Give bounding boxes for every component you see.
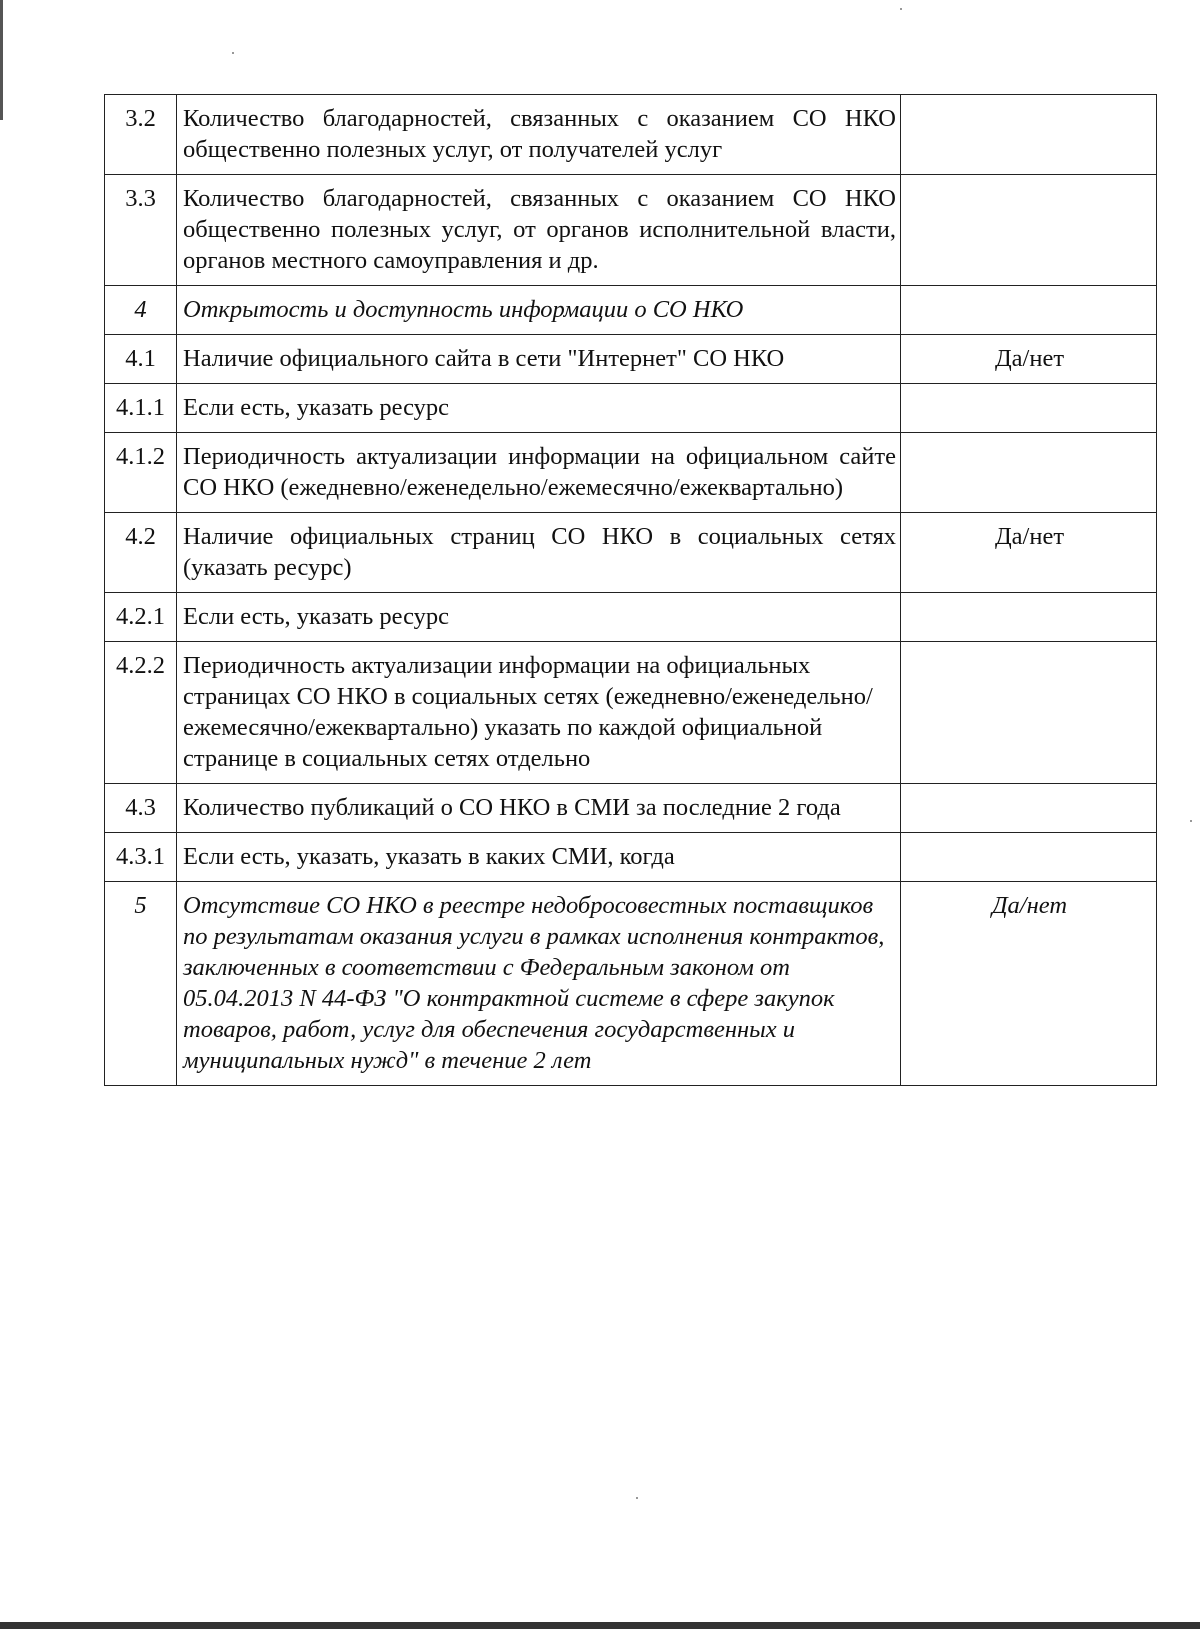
- row-text: Периодичность актуализации информации на официальных страницах СО НКО в социальных сетях (ежедневно/еженедельно/ежемесячно/ежеквартально) указать по каждой официальной странице в социальных сетях отдельно: [177, 642, 901, 784]
- section-row: [105, 286, 1157, 335]
- row-value: [901, 95, 1157, 175]
- row-number: 5: [105, 882, 177, 1086]
- row-text: Периодичность актуализации информации на официальном сайте СО НКО (ежедневно/еженедельно/ежемесячно/ежеквартально): [177, 433, 901, 513]
- row-value: Да/нет: [901, 513, 1157, 593]
- row-value: [901, 833, 1157, 882]
- scan-speck: [1190, 820, 1192, 822]
- row-text: Наличие официального сайта в сети "Интернет" СО НКО: [177, 335, 901, 384]
- row-value: [901, 384, 1157, 433]
- table-row: [105, 833, 1157, 882]
- row-text: Количество публикаций о СО НКО в СМИ за последние 2 года: [177, 784, 901, 833]
- table-row: [105, 433, 1157, 513]
- row-text: Количество благодарностей, связанных с оказанием СО НКО общественно полезных услуг, от органов исполнительной власти, органов местного самоуправления и др.: [177, 175, 901, 286]
- row-value: [901, 433, 1157, 513]
- row-number: 4.1.1: [105, 384, 177, 433]
- table-row: [105, 513, 1157, 593]
- row-number: 4.3: [105, 784, 177, 833]
- row-text: Наличие официальных страниц СО НКО в социальных сетях (указать ресурс): [177, 513, 901, 593]
- table-row: [105, 593, 1157, 642]
- row-text: Если есть, указать, указать в каких СМИ, когда: [177, 833, 901, 882]
- row-number: 3.2: [105, 95, 177, 175]
- criteria-table: [104, 94, 1157, 1086]
- row-number: 4.1.2: [105, 433, 177, 513]
- row-number: 4.2.1: [105, 593, 177, 642]
- scan-left-edge: [0, 0, 3, 120]
- row-value: [901, 593, 1157, 642]
- section-row: [105, 882, 1157, 1086]
- row-number: 3.3: [105, 175, 177, 286]
- scan-bottom-edge: [0, 1622, 1200, 1629]
- scan-speck: [636, 1497, 638, 1499]
- row-value: [901, 642, 1157, 784]
- table-row: [105, 95, 1157, 175]
- table-row: [105, 384, 1157, 433]
- row-value: [901, 784, 1157, 833]
- row-text: Если есть, указать ресурс: [177, 384, 901, 433]
- table-row: [105, 784, 1157, 833]
- row-number: 4.3.1: [105, 833, 177, 882]
- table-row: [105, 175, 1157, 286]
- row-value: Да/нет: [901, 882, 1157, 1086]
- row-text: Количество благодарностей, связанных с оказанием СО НКО общественно полезных услуг, от получателей услуг: [177, 95, 901, 175]
- section-title: Открытость и доступность информации о СО НКО: [177, 286, 901, 335]
- row-value: [901, 175, 1157, 286]
- section-title: Отсутствие СО НКО в реестре недобросовестных поставщиков по результатам оказания услуги в рамках исполнения контрактов, заключенных в соответствии с Федеральным законом от 05.04.2013 N 44-ФЗ "О контрактной системе в сфере закупок товаров, работ, услуг для обеспечения государственных и муниципальных нужд" в течение 2 лет: [177, 882, 901, 1086]
- row-number: 4.2: [105, 513, 177, 593]
- row-number: 4.2.2: [105, 642, 177, 784]
- table-row: [105, 335, 1157, 384]
- row-value: Да/нет: [901, 335, 1157, 384]
- row-value: [901, 286, 1157, 335]
- row-text: Если есть, указать ресурс: [177, 593, 901, 642]
- scan-speck: [900, 8, 902, 10]
- row-number: 4.1: [105, 335, 177, 384]
- row-number: 4: [105, 286, 177, 335]
- table-row: [105, 642, 1157, 784]
- scan-speck: [232, 52, 234, 54]
